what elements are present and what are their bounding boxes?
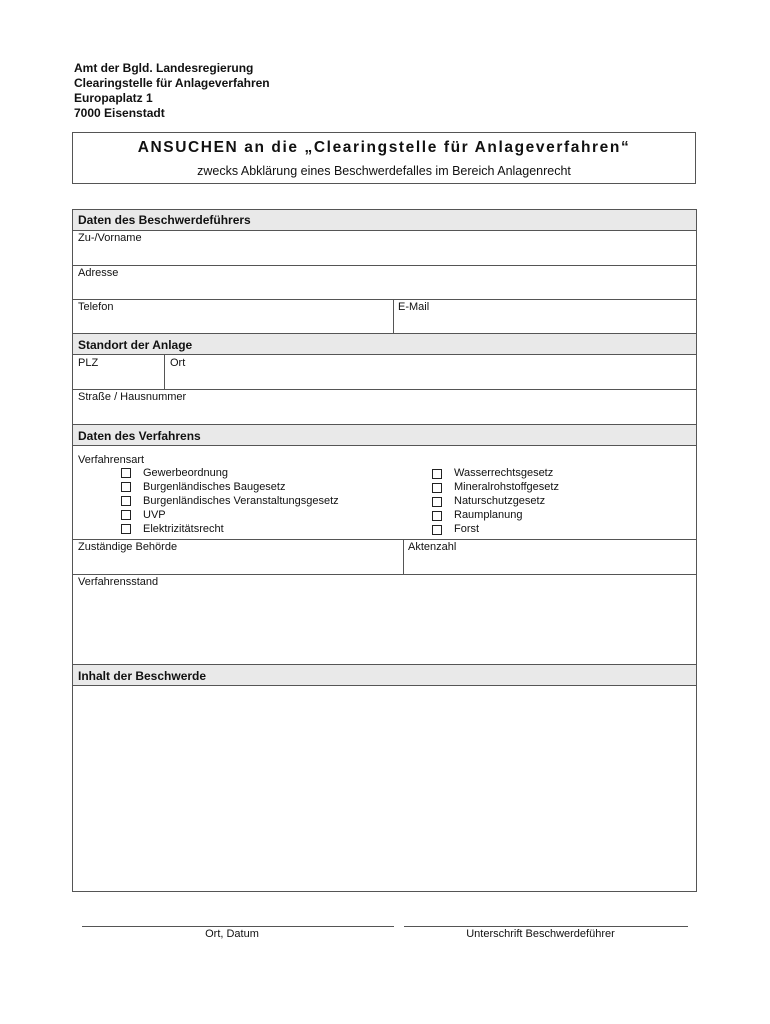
zip-field[interactable] — [73, 356, 164, 389]
checkbox-gewerbeordnung[interactable] — [121, 468, 131, 478]
option-label: Raumplanung — [454, 509, 523, 521]
status-field[interactable] — [73, 575, 696, 664]
option-label: Wasserrechtsgesetz — [454, 467, 554, 479]
address-field[interactable] — [73, 266, 696, 299]
option-label: Forst — [454, 523, 480, 535]
checkbox-raumplanung[interactable] — [432, 511, 442, 521]
checkbox-naturschutzgesetz[interactable] — [432, 497, 442, 507]
address-line-1: Amt der Bgld. Landesregierung — [74, 61, 254, 75]
status-field-label: Verfahrensstand — [78, 576, 159, 588]
place-date-line — [82, 926, 394, 927]
zip-field-label: PLZ — [78, 357, 99, 369]
complainant-section-header: Daten des Beschwerdeführers — [73, 210, 696, 231]
option-label: Burgenländisches Baugesetz — [143, 481, 286, 493]
complaint-section-header: Inhalt der Beschwerde — [73, 664, 696, 686]
name-field[interactable] — [73, 231, 696, 265]
place-date-field[interactable] — [82, 905, 394, 925]
title-box — [72, 132, 696, 184]
complaint-text-area[interactable] — [73, 687, 696, 891]
option-label: UVP — [143, 509, 166, 521]
name-field-label: Zu-/Vorname — [78, 232, 142, 244]
option-label: Elektrizitätsrecht — [143, 523, 224, 535]
address-line-2: Clearingstelle für Anlageverfahren — [74, 76, 270, 90]
signature-line — [404, 926, 688, 927]
checkbox-elektrizitaetsrecht[interactable] — [121, 524, 131, 534]
authority-field-label: Zuständige Behörde — [78, 541, 178, 553]
signature-field[interactable] — [404, 905, 688, 925]
checkbox-mineralrohstoffgesetz[interactable] — [432, 483, 442, 493]
city-field[interactable] — [165, 356, 696, 389]
email-field-label: E-Mail — [398, 301, 430, 313]
checkbox-uvp[interactable] — [121, 510, 131, 520]
street-field[interactable] — [73, 390, 696, 424]
checkbox-forst[interactable] — [432, 525, 442, 535]
application-form — [72, 209, 697, 892]
address-line-3: Europaplatz 1 — [74, 91, 153, 105]
option-label: Burgenländisches Veranstaltungsgesetz — [143, 495, 339, 507]
checkbox-wasserrechtsgesetz[interactable] — [432, 469, 442, 479]
recipient-address — [74, 61, 270, 121]
option-label: Naturschutzgesetz — [454, 495, 546, 507]
checkbox-veranstaltungsgesetz[interactable] — [121, 496, 131, 506]
procedure-section-header: Daten des Verfahrens — [73, 424, 696, 446]
place-date-label: Ort, Datum — [205, 928, 259, 940]
checkbox-baugesetz[interactable] — [121, 482, 131, 492]
signature-label: Unterschrift Beschwerdeführer — [466, 928, 615, 940]
phone-field-label: Telefon — [78, 301, 114, 313]
page-title: ANSUCHEN an die „Clearingstelle für Anlageverfahren“ — [137, 139, 631, 156]
address-line-4: 7000 Eisenstadt — [74, 106, 165, 120]
address-field-label: Adresse — [78, 267, 119, 279]
procedure-type-label: Verfahrensart — [78, 454, 145, 466]
authority-field[interactable] — [73, 540, 403, 574]
location-section-header: Standort der Anlage — [73, 333, 696, 355]
option-label: Mineralrohstoffgesetz — [454, 481, 559, 493]
file-number-field-label: Aktenzahl — [408, 541, 457, 553]
page-subtitle: zwecks Abklärung eines Beschwerdefalles im Bereich Anlagenrecht — [197, 164, 571, 178]
phone-field[interactable] — [73, 300, 393, 333]
street-field-label: Straße / Hausnummer — [78, 391, 187, 403]
file-number-field[interactable] — [404, 540, 696, 574]
city-field-label: Ort — [170, 357, 186, 369]
option-label: Gewerbeordnung — [143, 467, 229, 479]
email-field[interactable] — [394, 300, 696, 333]
